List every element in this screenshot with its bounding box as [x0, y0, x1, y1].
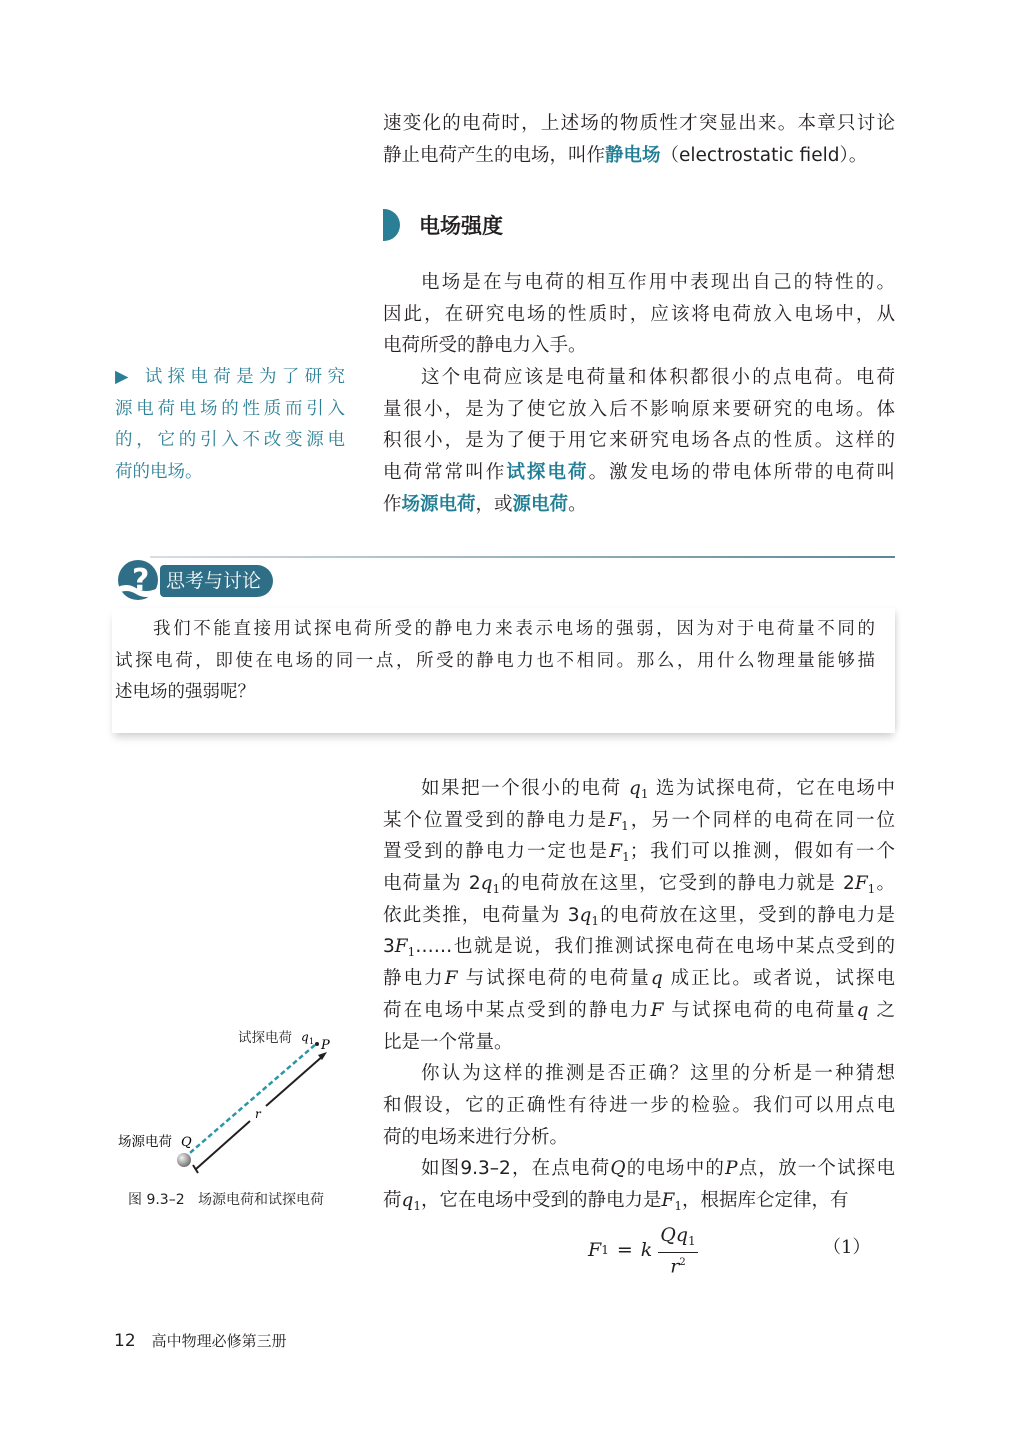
- subscript: 1: [407, 945, 416, 960]
- discussion-text: [115, 614, 875, 709]
- text-line: [383, 425, 895, 457]
- text-segment: 源电荷电场的性质而引入: [115, 398, 345, 419]
- text-segment: 选为试探电荷，它在电场中: [648, 778, 895, 799]
- text-segment: 荷: [383, 1189, 402, 1211]
- figure-source-and-test-charge: [110, 1020, 370, 1190]
- text-line: [115, 677, 875, 709]
- text-line: [383, 773, 895, 805]
- question-mark-icon: [112, 558, 160, 602]
- math-symbol: F: [394, 936, 408, 958]
- text-segment: 你认为这样的推测是否正确？这里的分析是一种猜想: [421, 1063, 895, 1085]
- math-symbol: F: [609, 841, 623, 863]
- text-segment: 积很小，是为了便于用它来研究电场各点的性质。这样的: [383, 430, 895, 452]
- math-symbol: q: [650, 968, 663, 990]
- math-symbol: q: [579, 904, 592, 926]
- text-segment: 静电力: [383, 968, 445, 990]
- field-line-dashed: [184, 1044, 316, 1158]
- formula-lhs: F: [588, 1239, 602, 1262]
- math-symbol: F: [650, 999, 664, 1021]
- text-segment: （electrostatic field）。: [660, 144, 868, 166]
- text-segment: ▶ 试探电荷是为了研究: [115, 367, 345, 387]
- text-line: [383, 1058, 895, 1090]
- text-line: [383, 1185, 895, 1217]
- text-segment: 荷的电场来进行分析。: [383, 1126, 569, 1148]
- text-segment: 电荷常常叫作: [383, 462, 507, 484]
- text-segment: 的，它的引入不改变源电: [115, 430, 345, 451]
- text-segment: 与试探电荷的电荷量: [663, 999, 857, 1021]
- text-segment: 的电荷放在这里，它受到的静电力就是 2: [500, 873, 855, 895]
- math-symbol: P: [725, 1158, 738, 1180]
- text-segment: 这个电荷应该是电荷量和体积都很小的点电荷。电荷: [421, 367, 895, 389]
- formula-lhs-sub: 1: [601, 1243, 609, 1258]
- test-charge-label: 试探电荷: [238, 1030, 292, 1046]
- text-line: [115, 362, 345, 394]
- key-term: 试探电荷: [506, 462, 589, 484]
- text-segment: 。: [568, 493, 587, 515]
- text-segment: 置受到的静电力一定也是: [383, 841, 610, 863]
- source-charge-label: 场源电荷: [118, 1134, 172, 1150]
- text-line: [383, 931, 895, 963]
- text-line: [115, 394, 345, 426]
- coulomb-formula: [588, 1224, 698, 1276]
- math-symbol: q: [401, 1189, 414, 1211]
- text-line: [383, 963, 895, 995]
- text-line: [383, 805, 895, 837]
- subscript: 1: [622, 850, 630, 865]
- formula-denominator: r: [670, 1255, 680, 1278]
- key-term: 源电荷: [512, 493, 569, 515]
- text-segment: 荷的电场。: [115, 462, 203, 483]
- text-segment: 电荷量为 2: [383, 873, 481, 895]
- figure-number: 图 9.3–2: [128, 1192, 185, 1208]
- figure-caption-text: 场源电荷和试探电荷: [197, 1192, 324, 1208]
- text-segment: 某个位置受到的静电力是: [383, 809, 609, 831]
- formula-fraction: [658, 1224, 697, 1276]
- discussion-divider: [150, 556, 895, 558]
- text-line: [383, 1027, 895, 1059]
- equation-number: （1）: [823, 1237, 871, 1258]
- text-segment: ，根据库仑定律，有: [682, 1189, 849, 1211]
- text-line: [383, 995, 895, 1027]
- text-line: [383, 868, 895, 900]
- subscript: 1: [867, 882, 876, 897]
- text-line: [383, 140, 895, 172]
- figure-caption: [128, 1189, 324, 1209]
- text-segment: ……也就是说，我们推测试探电荷在电场中某点受到的: [415, 936, 895, 958]
- math-symbol: Q: [610, 1158, 626, 1180]
- text-line: [115, 614, 875, 646]
- key-term: 静电场: [605, 144, 661, 166]
- text-line: [383, 108, 895, 140]
- text-segment: ，或: [475, 493, 513, 515]
- source-charge-symbol: Q: [181, 1135, 192, 1150]
- text-line: [383, 299, 895, 331]
- text-line: [383, 489, 895, 521]
- text-segment: 3: [383, 936, 395, 958]
- math-symbol: q: [856, 999, 869, 1021]
- math-symbol: F: [854, 873, 868, 895]
- text-segment: 试探电荷，即使在电场的同一点，所受的静电力也不相同。那么，用什么物理量能够描: [115, 650, 875, 671]
- distance-label: r: [255, 1107, 261, 1121]
- margin-note: [115, 362, 345, 489]
- text-segment: 量很小，是为了使它放入后不影响原来要研究的电场。体: [383, 398, 895, 420]
- text-segment: 和假设，它的正确性有待进一步的检验。我们可以用点电: [383, 1094, 895, 1116]
- text-segment: 之: [868, 999, 895, 1021]
- subscript: 1: [640, 787, 649, 801]
- text-segment: 与试探电荷的电荷量: [457, 968, 651, 990]
- body-paragraphs-1: [383, 267, 895, 521]
- subscript: 1: [674, 1198, 682, 1213]
- point-p-label: P: [321, 1038, 330, 1053]
- section-marker-icon: [383, 209, 400, 241]
- text-segment: 电场是在与电荷的相互作用中表现出自己的特性的。: [421, 272, 895, 293]
- subscript: 1: [621, 818, 629, 833]
- test-charge-sub: 1: [309, 1037, 315, 1046]
- formula-equals: =: [616, 1239, 633, 1262]
- discussion-title: 思考与讨论: [160, 565, 273, 597]
- text-segment: 的电荷放在这里，受到的静电力是: [598, 904, 895, 926]
- text-line: [383, 394, 895, 426]
- text-segment: 如图9.3–2，在点电荷: [421, 1158, 611, 1180]
- text-segment: 我们不能直接用试探电荷所受的静电力来表示电场的强弱，因为对于电荷量不同的: [153, 619, 875, 639]
- subscript: 1: [413, 1198, 421, 1213]
- text-line: [383, 900, 895, 932]
- text-segment: 点，放一个试探电: [737, 1158, 895, 1180]
- subscript: 1: [591, 913, 599, 928]
- distance-arrow-lower: [196, 1121, 250, 1169]
- text-segment: 静止电荷产生的电场，叫作: [383, 144, 606, 166]
- math-symbol: q: [480, 873, 493, 895]
- text-segment: ，另一个同样的电荷在同一位: [628, 809, 895, 831]
- text-segment: 。: [875, 873, 895, 895]
- formula-num-sub: 1: [688, 1234, 696, 1248]
- math-symbol: F: [661, 1189, 675, 1211]
- body-paragraphs-2: [383, 773, 895, 1217]
- math-symbol: F: [608, 809, 622, 831]
- text-segment: 因此，在研究电场的性质时，应该将电荷放入电场中，从: [383, 303, 895, 325]
- subscript: 1: [492, 882, 501, 897]
- section-heading: [383, 208, 503, 242]
- page-footer: [114, 1330, 287, 1351]
- text-line: [115, 646, 875, 678]
- text-segment: 比是一个常量。: [383, 1031, 513, 1053]
- formula-numerator: Qq: [660, 1224, 689, 1246]
- text-segment: 的电场中的: [625, 1158, 726, 1180]
- svg-text:?: ?: [132, 563, 150, 598]
- book-title: 高中物理必修第三册: [151, 1332, 287, 1350]
- text-line: [383, 1122, 895, 1154]
- text-line: [383, 1153, 895, 1185]
- text-line: [383, 267, 895, 299]
- test-charge-symbol: q: [301, 1030, 309, 1044]
- text-segment: 电荷所受的静电力入手。: [383, 335, 587, 357]
- source-charge-ball: [177, 1153, 191, 1167]
- text-segment: 速变化的电荷时，上述场的物质性才突显出来。本章只讨论: [383, 113, 895, 134]
- text-segment: 如果把一个很小的电荷: [421, 778, 629, 799]
- math-symbol: F: [444, 968, 458, 990]
- key-term: 场源电荷: [401, 493, 476, 515]
- text-segment: 成正比。或者说，试探电: [662, 968, 895, 990]
- text-line: [383, 330, 895, 362]
- text-line: [115, 425, 345, 457]
- formula-k: k: [640, 1239, 653, 1262]
- intro-paragraph: [383, 108, 895, 171]
- text-segment: 作: [383, 493, 402, 515]
- text-segment: 述电场的强弱呢？: [115, 682, 255, 703]
- math-symbol: q: [628, 778, 641, 799]
- text-line: [383, 362, 895, 394]
- test-charge-dot: [315, 1042, 319, 1046]
- text-segment: 荷在电场中某点受到的静电力: [383, 999, 651, 1021]
- text-line: [115, 457, 345, 489]
- text-line: [383, 1090, 895, 1122]
- formula-den-sup: 2: [679, 1257, 686, 1268]
- text-segment: ；我们可以推测，假如有一个: [629, 841, 895, 863]
- page-number: 12: [114, 1331, 136, 1351]
- text-segment: 。激发电场的带电体所带的电荷叫: [588, 462, 895, 484]
- text-line: [383, 457, 895, 489]
- text-segment: ，它在电场中受到的静电力是: [421, 1189, 662, 1211]
- text-segment: 依此类推，电荷量为 3: [383, 904, 580, 926]
- text-line: [383, 836, 895, 868]
- section-title: 电场强度: [419, 214, 503, 238]
